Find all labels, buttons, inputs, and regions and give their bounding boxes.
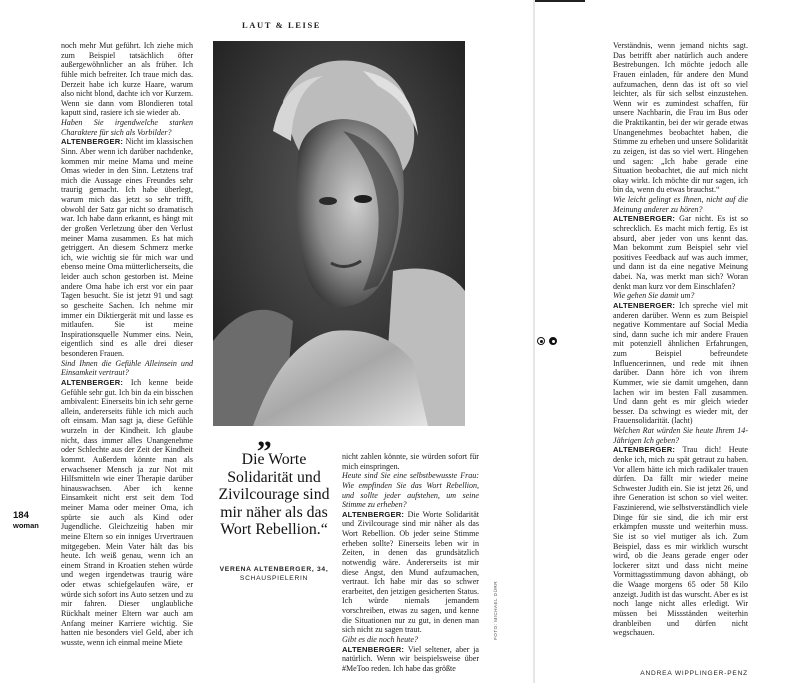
page-navigation bbox=[537, 337, 557, 345]
top-rule bbox=[535, 0, 585, 2]
interview-question: Welchen Rat würden Sie heute Ihrem 14-Jährigen Ich geben? bbox=[613, 426, 748, 445]
paragraph: Verständnis, wenn jemand nichts sagt. Das betrifft aber natürlich auch andere Bestrebungen. Ich möchte jedoch alle Frauen einladen, für andere den Mund aufzumachen, denn das ist oft so viel leichter, als für sich selbst einzustehen. Wenn wir es zumindest schaffen, für unsere Nachbarin, die Frau im Bus oder die Praktikantin, bei der wir gerade etwas Unangenehmes beobachtet haben, die Stimme zu erheben und unsere Solidarität zu zeigen, ist das so viel wert. Hingehen und sagen: „Ich habe gerade eine Situation beobachtet, die auf mich nicht okay wirkt. Ich möchte dir nur sagen, ich bin da, wenn du etwas brauchst.“ bbox=[613, 41, 748, 195]
page-number bbox=[13, 511, 39, 531]
speaker-label: ALTENBERGER: bbox=[61, 377, 124, 387]
interview-answer bbox=[613, 301, 748, 426]
interview-answer bbox=[61, 378, 193, 648]
pull-quote: Die Worte Solidarität und Zivilcourage sind mir näher als das Wort Rebellion.“ bbox=[218, 451, 330, 538]
speaker-label: ALTENBERGER: bbox=[613, 214, 676, 224]
answer-text: Viel seltener, aber ja natürlich. Wenn wir beispielsweise über #MeToo reden. Ich habe das größte bbox=[342, 644, 479, 673]
answer-text: Gar nicht. Es ist so schrecklich. Es macht mich fertig. Es ist absurd, aber jeder von uns kennt das. Man bekommt zum Beispiel sehr viel positives Feedback auf was auch immer, und dann ist da eine negative Meinung dabei. Na, was merkt man sich? Woran denkt man kurz vor dem Einschlafen? bbox=[613, 214, 748, 291]
prev-page-dot-icon[interactable] bbox=[537, 337, 545, 345]
interview-answer bbox=[613, 445, 748, 638]
speaker-label: ALTENBERGER: bbox=[613, 300, 676, 310]
quote-mark-icon: „ bbox=[257, 420, 272, 453]
page-number-value: 184 bbox=[13, 510, 29, 521]
portrait-image bbox=[213, 41, 465, 426]
paragraph: nicht zahlen könnte, sie würden sofort für mich einspringen. bbox=[342, 452, 479, 471]
magazine-name: woman bbox=[13, 521, 39, 530]
answer-text: Ich spreche viel mit anderen darüber. Wenn es zum Beispiel negative Kommentare auf Social Media sind, dann suche ich mir andere Frauen mit potenziell ähnlichen Erfahrungen, zum Beispiel befreundete Influencerinnen, und rede mit ihnen darüber. Dann höre ich von ihrem Kummer, wie sie damit umgehen, dann lachen wir im besten Fall zusammen. Und dann geht es mir gleich wieder besser. Da schwingt es wieder mit, der Frauensolidarität. (lacht) bbox=[613, 300, 748, 426]
section-title: LAUT & LEISE bbox=[242, 20, 322, 30]
answer-text: Ich kenne beide Gefühle sehr gut. Ich bin da ein bisschen ambivalent: Einerseits bin ich sehr gerne allein, andererseits fühle ich mich auch oft einsam. Man sagt ja, diese Gefühle wurzeln in der Kindheit. Ich glaube nicht, dass immer alles Unangenehme oder Schlechte aus der Zeit der Kindheit kommt. Außerdem könnte man als erwachsener Mensch ja zur Not mit Hilfsmitteln wie einer Therapie darüber hinauswachsen. Aber ich kenne Einsamkeit nicht erst seit dem Tod meiner Mama oder meiner Oma, ich spürte sie auch als Kind oder Jugendliche. Gleichzeitig haben mir meine Eltern so ein inniges Urvertrauen mitgegeben. Mein Vater hält das bis heute. Ich weiß genau, wenn ich an einem Strand in Kroatien stehen würde und wegen irgendetwas traurig wäre oder etwas schiefgelaufen wäre, er würde sich sofort ins Auto setzen und zu mir fahren. Dieser unglaubliche Rückhalt meiner Eltern war auch am Anfang meiner Karriere wichtig. Sie hatten nie besonders viel Geld, aber ich wusste, wenn ich einmal meine Miete bbox=[61, 377, 193, 647]
photo-credit: FOTO: MICHAEL DÜRR bbox=[493, 580, 498, 640]
interview-answer bbox=[613, 214, 748, 291]
interview-question: Sind Ihnen die Gefühle Alleinsein und Einsamkeit vertraut? bbox=[61, 358, 193, 378]
paragraph: noch mehr Mut geführt. Ich ziehe mich zum Beispiel tatsächlich öfter außergewöhnlicher an als früher. Ich fühle mich befreiter. Ich traue mich das. Derzeit habe ich kurze Haare, warum also nicht blond, dachte ich vor Kurzem. Wenn sie dann vom Blondieren total kaputt sind, rasiere ich sie wieder ab. bbox=[61, 41, 193, 118]
interview-question: Gibt es die noch heute? bbox=[342, 634, 418, 644]
answer-text: Trau dich! Heute denke ich, mich zu spät getraut zu haben. Vor allem hätte ich mich radikaler trauen dürfen. Da fällt mir wieder meine Schwester Judith ein. Sie ist jetzt 26, und ihre Generation ist schon so viel weiter. Faszinierend, wie selbstverständlich viele Dinge für sie sind, die ich mir erst erkämpfen musste und weiterhin muss. Sie ist so viel mutiger als ich. Zum Beispiel, dass es mir wirklich wurscht wird, ob die Jeans gerade enger oder lockerer sitzt und dass nicht meine Vormittagsstimmung davon abhängt, ob die Waage morgens 65 oder 58 Kilo anzeigt. Judith ist das wurscht. Aber es ist noch lange nicht alles erledigt. Wir müssen bei Missständen weiterhin dranbleiben und dürfen nicht wegschauen. bbox=[613, 445, 748, 638]
page-gutter bbox=[533, 0, 535, 683]
interview-question: Wie gehen Sie damit um? bbox=[613, 291, 695, 301]
speaker-label: ALTENBERGER: bbox=[342, 644, 405, 654]
pull-quote-attribution bbox=[213, 566, 335, 583]
speaker-label: ALTENBERGER: bbox=[61, 137, 124, 147]
interview-question: Haben Sie irgendwelche starken Charaktere für sich als Vorbilder? bbox=[61, 118, 193, 137]
text-column-1 bbox=[61, 41, 193, 647]
interview-question: Heute sind Sie eine selbstbewusste Frau: Wie empfinden Sie das Wort Rebellion, und sollte jeder aufstehen, um seine Stimme zu erheben? bbox=[342, 471, 479, 510]
answer-text: Nicht im klassischen Sinn. Aber wenn ich darüber nachdenke, kommen mir meine Mama und meine Omas wieder in den Sinn. Letztens traf mich die Aussage eines Freundes sehr traurig gemacht. Ich habe überlegt, warum mich das jetzt so sehr trifft, obwohl der Satz gar nicht so dramatisch war. Ich habe dann erkannt, es hängt mit der großen Verletzung über den Verlust meiner Mama zusammen. Es hat mich getriggert. An diesem Schmerz merke ich, wie wichtig sie für mich war und ebenso meine Oma mütterlicherseits, die leider auch schon gestorben ist. Meine andere Oma habe ich erst vor ein paar Tagen besucht. Sie ist jetzt 91 und sagt so gescheite Sachen. Ich nehme mir immer ein Diktiergerät mit und lasse es mitlaufen. Sie ist meine Inspirationsquelle Nummer eins. Nein, eigentlich sind es alle drei dieser besonderen Frauen. bbox=[61, 137, 193, 358]
author-byline: ANDREA WIPPLINGER-PENZ bbox=[640, 670, 748, 677]
portrait-photo bbox=[213, 41, 465, 426]
interview-question: Wie leicht gelingt es Ihnen, nicht auf die Meinung anderer zu hören? bbox=[613, 195, 748, 214]
attribution-role: SCHAUSPIELERIN bbox=[239, 574, 309, 582]
next-page-dot-icon[interactable] bbox=[549, 337, 557, 345]
attribution-name: VERENA ALTENBERGER, 34, bbox=[219, 566, 329, 573]
answer-text: Die Worte Solidarität und Zivilcourage sind mir näher als das Wort Rebellion. Ob jeder seine Stimme erheben sollte? Einerseits leben wir in Zeiten, in denen das grundsätzlich notwendig wäre. Andererseits ist mir diese Angst, den Mund aufzumachen, vertraut. Ich habe mir das so schwer erarbeitet, den jetzigen gesicherten Status. Ich würde niemals jemandem vorschreiben, etwas zu sagen, und kenne die Situationen nur zu gut, in denen man sich nicht zu sagen traut. bbox=[342, 509, 480, 635]
speaker-label: ALTENBERGER: bbox=[613, 445, 676, 455]
interview-answer bbox=[342, 645, 479, 674]
text-column-2 bbox=[342, 452, 479, 673]
text-column-3 bbox=[613, 41, 748, 638]
interview-answer bbox=[342, 510, 479, 635]
interview-answer bbox=[61, 137, 193, 358]
speaker-label: ALTENBERGER: bbox=[342, 509, 405, 519]
